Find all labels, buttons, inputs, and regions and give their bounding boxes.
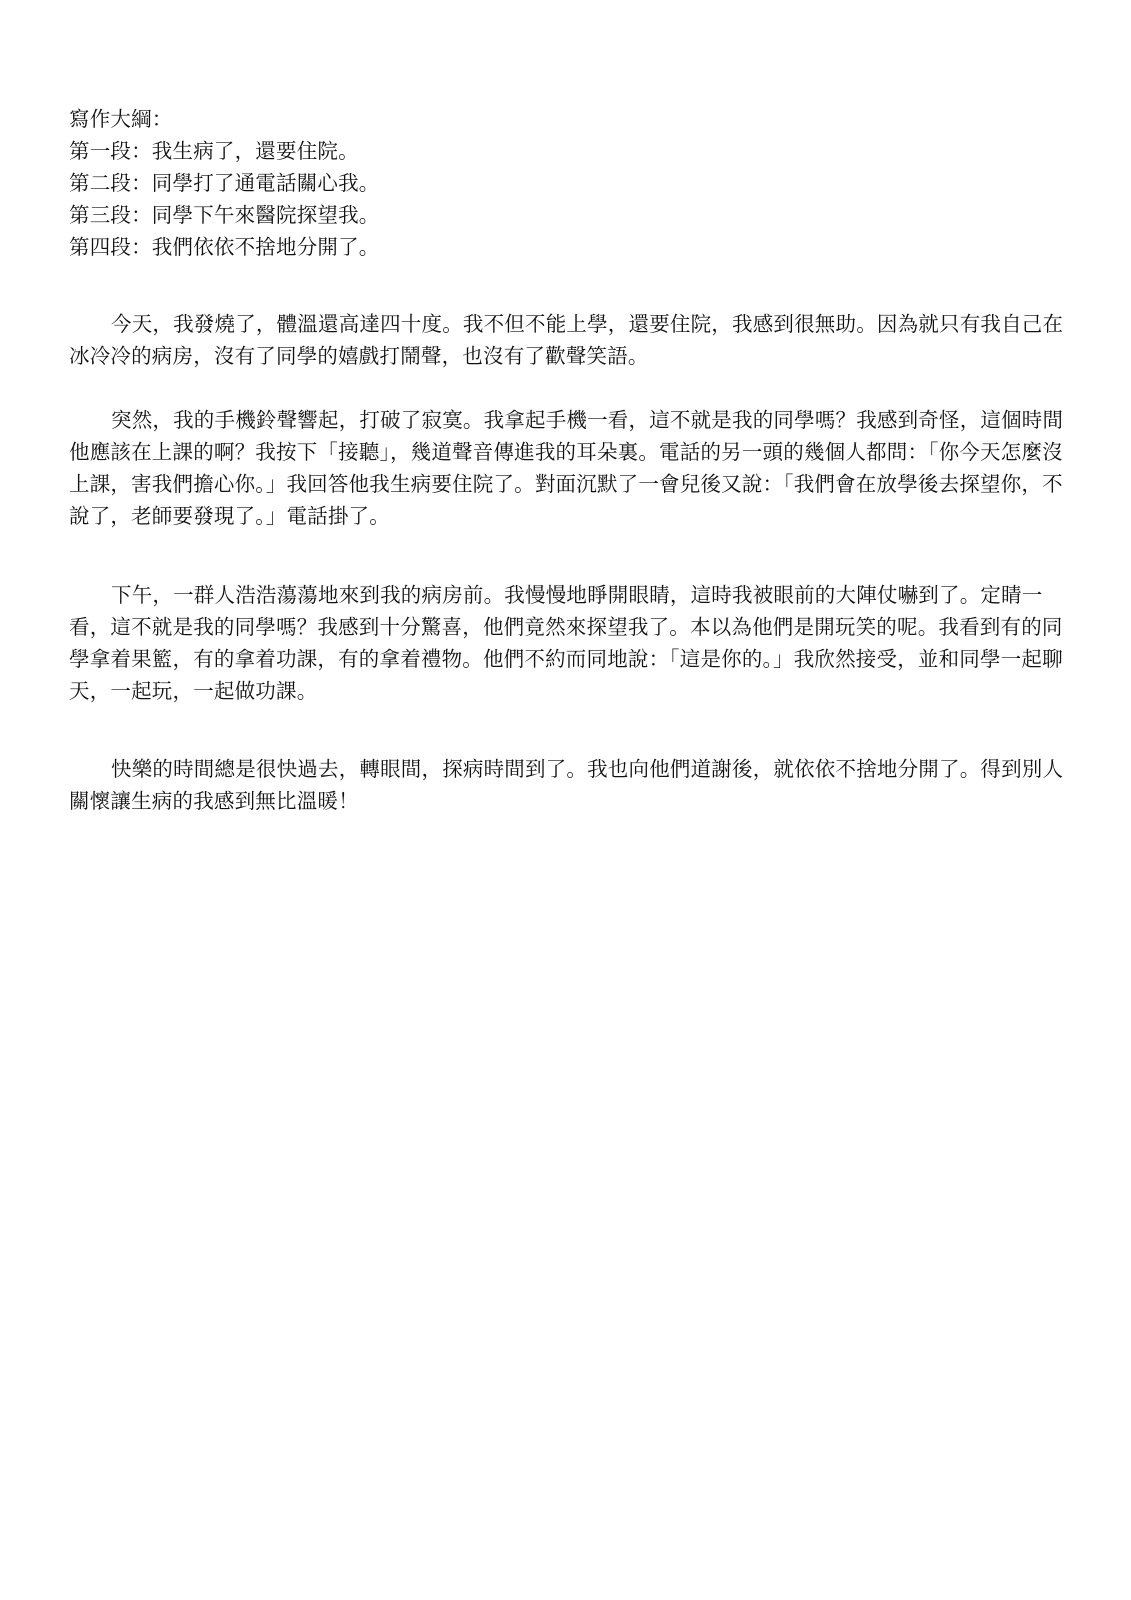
- essay-paragraph: 快樂的時間總是很快過去，轉眼間，探病時間到了。我也向他們道謝後，就依依不捨地分開了。得到別人關懷讓生病的我感到無比溫暖！: [69, 757, 1064, 813]
- outline-item: 第三段：同學下午來醫院探望我。: [69, 203, 380, 227]
- writing-outline: [69, 103, 1064, 263]
- essay-paragraph: 下午，一群人浩浩蕩蕩地來到我的病房前。我慢慢地睜開眼睛，這時我被眼前的大陣仗嚇到了。定睛一看，這不就是我的同學嗎？我感到十分驚喜，他們竟然來探望我了。本以為他們是開玩笑的呢。我看到有的同學拿着果籃，有的拿着功課，有的拿着禮物。他們不約而同地說：「這是你的。」我欣然接受，並和同學一起聊天，一起玩，一起做功課。: [69, 583, 1063, 703]
- outline-item: 第一段：我生病了，還要住院。: [69, 139, 359, 163]
- outline-item: 第四段：我們依依不捨地分開了。: [69, 235, 380, 259]
- essay-paragraph: 突然，我的手機鈴聲響起，打破了寂寞。我拿起手機一看，這不就是我的同學嗎？我感到奇怪，這個時間他應該在上課的啊？我按下「接聽」，幾道聲音傳進我的耳朵裏。電話的另一頭的幾個人都問：「你今天怎麼沒上課，害我們擔心你。」我回答他我生病要住院了。對面沉默了一會兒後又說：「我們會在放學後去探望你，不說了，老師要發現了。」電話掛了。: [69, 408, 1064, 528]
- outline-heading: 寫作大綱：: [69, 107, 173, 131]
- essay-paragraph: 今天，我發燒了，體溫還高達四十度。我不但不能上學，還要住院，我感到很無助。因為就只有我自己在冰冷冷的病房，沒有了同學的嬉戲打鬧聲，也沒有了歡聲笑語。: [69, 312, 1064, 368]
- outline-item: 第二段：同學打了通電話關心我。: [69, 171, 380, 195]
